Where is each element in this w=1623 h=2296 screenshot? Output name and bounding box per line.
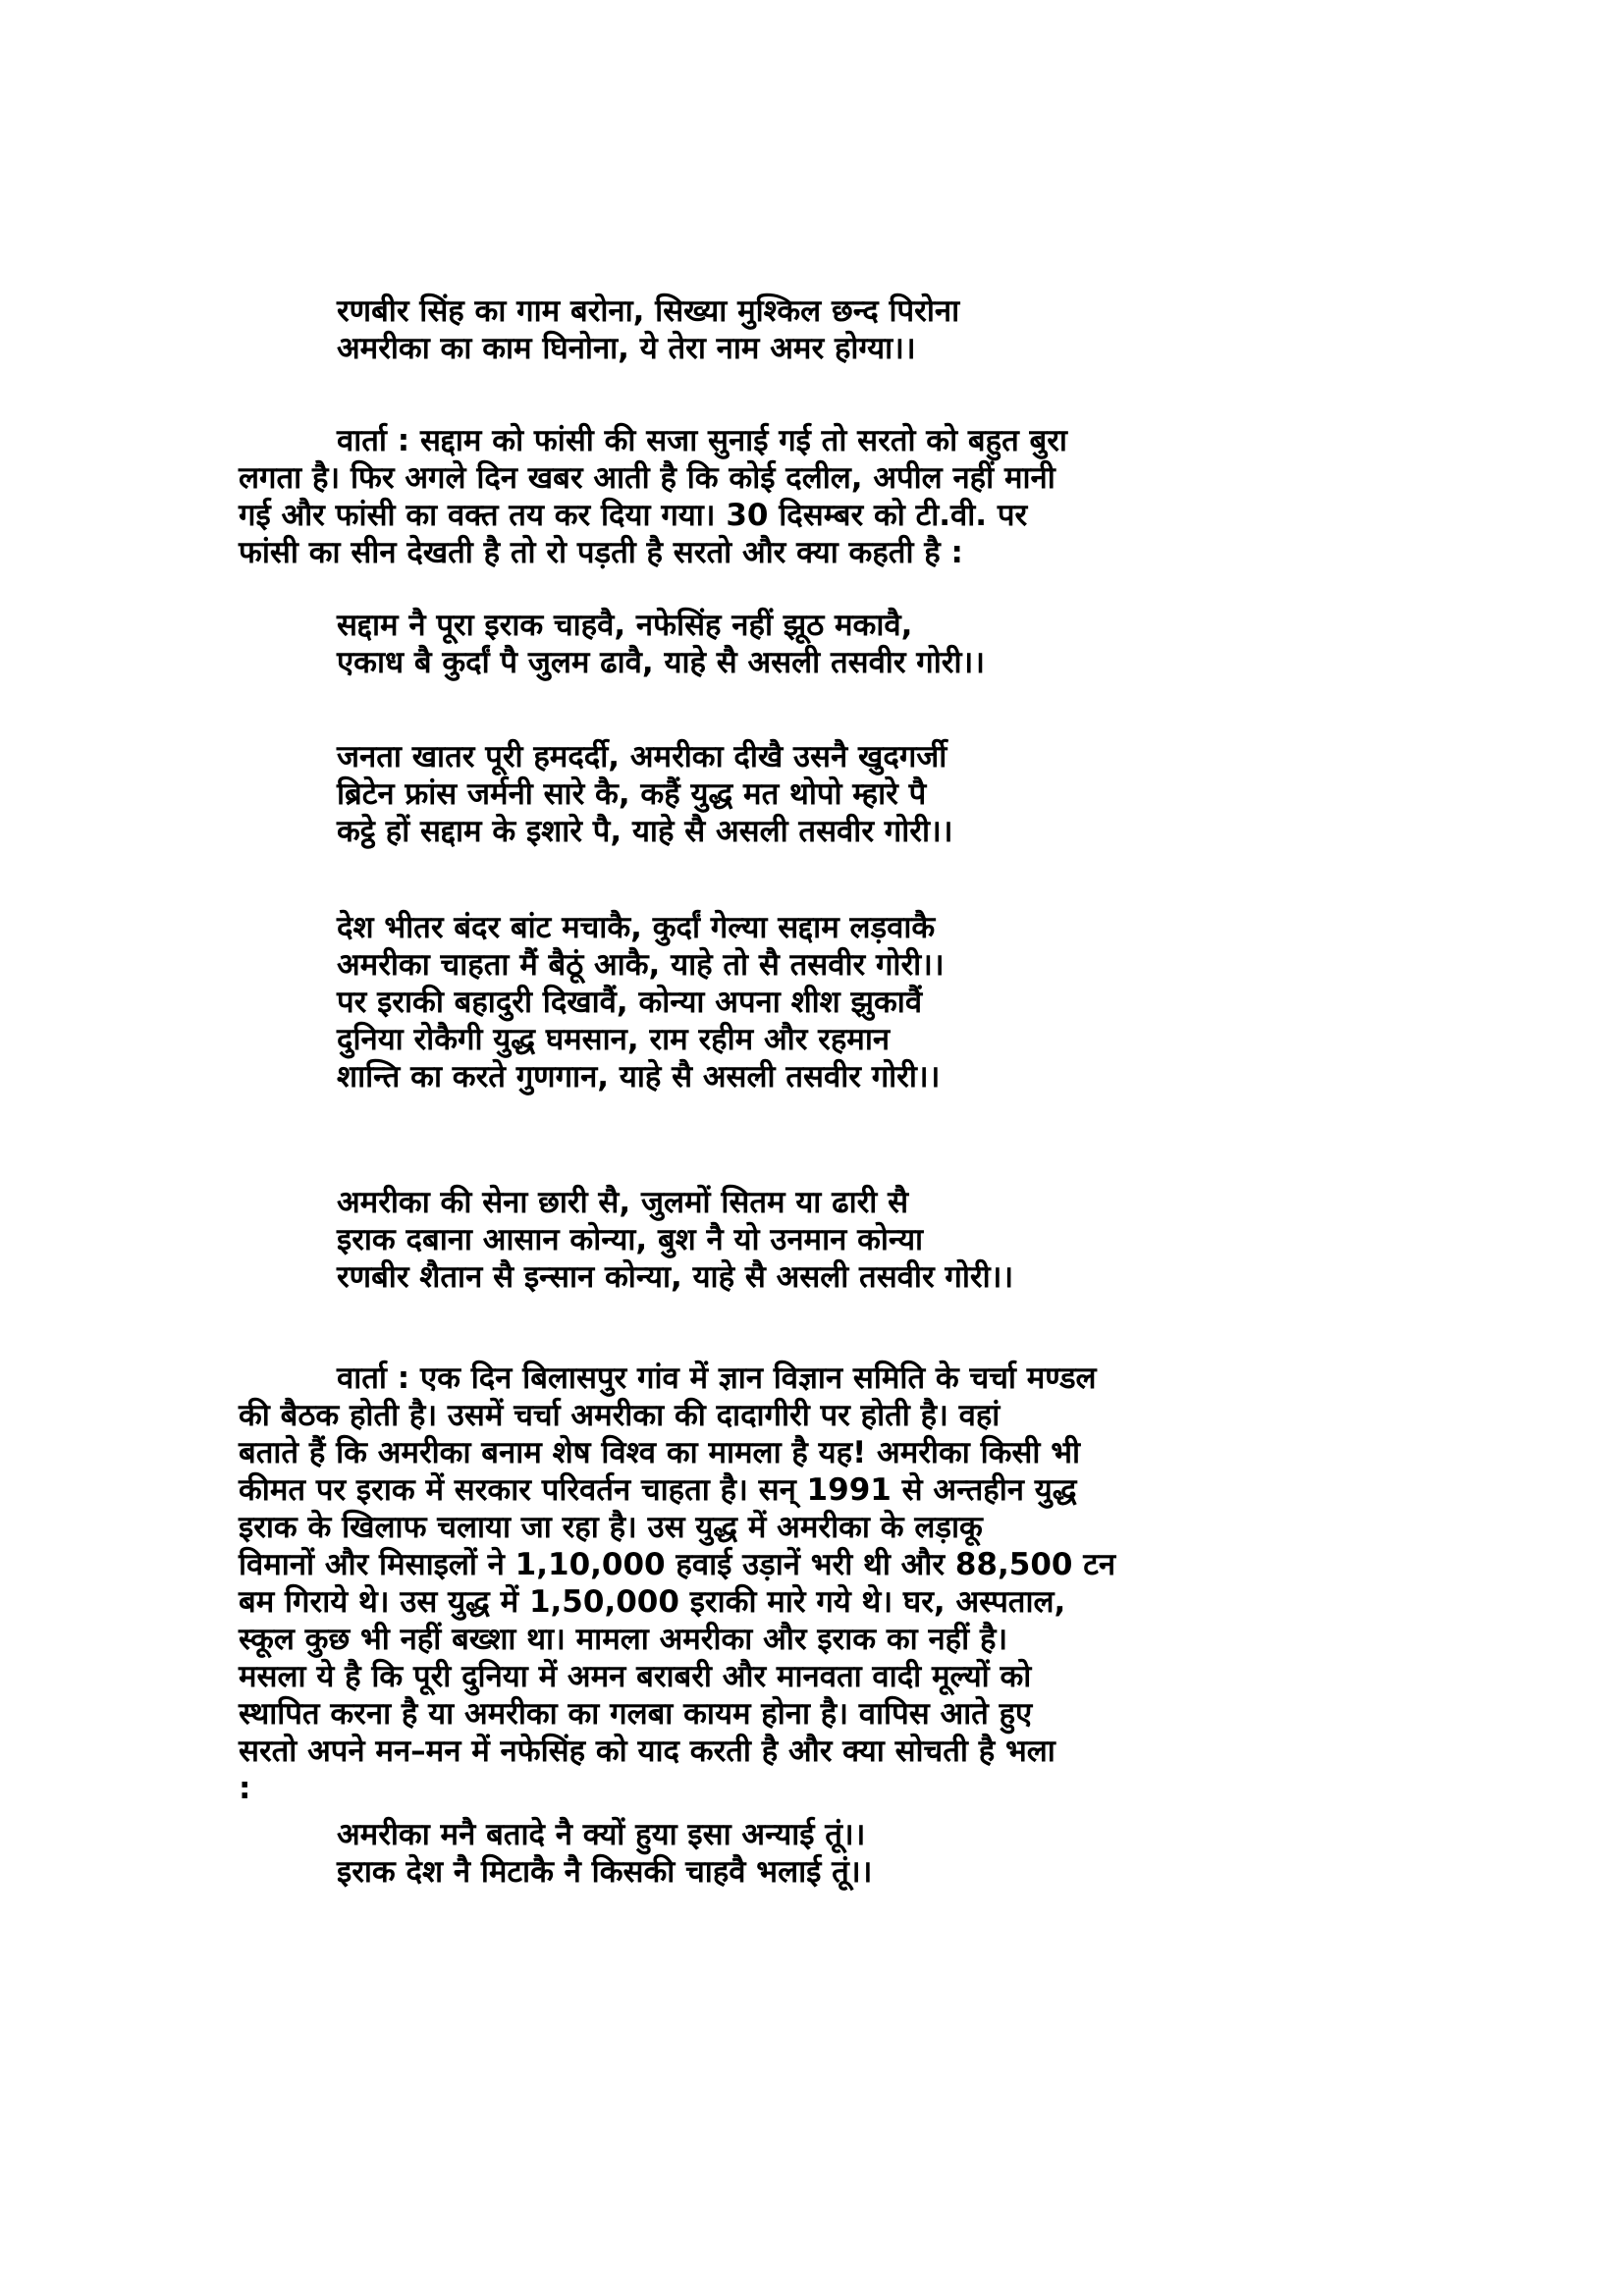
verse-line: अमरीका मनै बतादे नै क्यों हुया इसा अन्याई तूं।। xyxy=(337,1817,866,1852)
paragraph-line: मसला ये है कि पूरी दुनिया में अमन बराबरी और मानवता वादी मूल्यों को xyxy=(239,1659,1032,1694)
verse-line: रणबीर शैतान सै इन्सान कोन्या, याहे सै असली तसवीर गोरी।। xyxy=(337,1259,1014,1295)
paragraph-line: इराक के खिलाफ चलाया जा रहा है। उस युद्ध में अमरीका के लड़ाकू xyxy=(239,1510,983,1545)
varta-paragraph-1 xyxy=(239,422,1397,571)
stanza-4 xyxy=(239,909,1397,1095)
paragraph-line: फांसी का सीन देखती है तो रो पड़ती है सरतो और क्या कहती है : xyxy=(239,535,963,570)
paragraph-line: कीमत पर इराक में सरकार परिवर्तन चाहता है। सन् 1991 से अन्तहीन युद्ध xyxy=(239,1472,1077,1508)
paragraph-line: लगता है। फिर अगले दिन खबर आती है कि कोई दलील, अपील नहीं मानी xyxy=(239,460,1055,496)
paragraph-line: बम गिराये थे। उस युद्ध में 1,50,000 इराकी मारे गये थे। घर, अस्पताल, xyxy=(239,1584,1066,1620)
paragraph-line: : xyxy=(239,1771,251,1806)
varta-paragraph-2 xyxy=(239,1360,1397,1807)
paragraph-line: की बैठक होती है। उसमें चर्चा अमरीका की दादागीरी पर होती है। वहां xyxy=(239,1398,1001,1433)
paragraph-line: स्थापित करना है या अमरीका का गलबा कायम होना है। वापिस आते हुए xyxy=(239,1696,1033,1732)
verse-line: अमरीका की सेना छारी सै, जुलमों सितम या ढारी सै xyxy=(337,1185,909,1220)
paragraph-line: गई और फांसी का वक्त तय कर दिया गया। 30 दिसम्बर को टी.वी. पर xyxy=(239,498,1028,533)
stanza-1 xyxy=(239,293,1397,367)
verse-line: अमरीका का काम घिनोना, ये तेरा नाम अमर होग्या।। xyxy=(337,331,916,366)
paragraph-line: विमानों और मिसाइलों ने 1,10,000 हवाई उड़ानें भरी थी और 88,500 टन xyxy=(239,1547,1116,1582)
stanza-5 xyxy=(239,1184,1397,1296)
verse-line: रणबीर सिंह का गाम बरोना, सिख्या मुश्किल छन्द पिरोना xyxy=(337,294,960,329)
verse-line: ब्रिटेन फ्रांस जर्मनी सारे कै, कहैं युद्ध मत थोपो म्हारे पै xyxy=(337,776,927,812)
paragraph-line: वार्ता : एक दिन बिलासपुर गांव में ज्ञान विज्ञान समिति के चर्चा मण्डल xyxy=(337,1361,1097,1396)
stanza-3 xyxy=(239,738,1397,850)
verse-line: पर इराकी बहादुरी दिखावैं, कोन्या अपना शीश झुकावैं xyxy=(337,985,923,1020)
verse-line: दुनिया रोकैगी युद्ध घमसान, राम रहीम और रहमान xyxy=(337,1022,891,1057)
stanza-6 xyxy=(239,1816,1397,1891)
verse-line: जनता खातर पूरी हमदर्दी, अमरीका दीखै उसनै खुदगर्जी xyxy=(337,739,947,774)
paragraph-line: स्कूल कुछ भी नहीं बख्शा था। मामला अमरीका और इराक का नहीं है। xyxy=(239,1622,1008,1657)
paragraph-line: सरतो अपने मन–मन में नफेसिंह को याद करती है और क्या सोचती है भला xyxy=(239,1734,1055,1769)
verse-line: शान्ति का करते गुणगान, याहे सै असली तसवीर गोरी।। xyxy=(337,1059,941,1095)
verse-line: एकाध बै कुर्दां पै जुलम ढावै, याहे सै असली तसवीर गोरी।। xyxy=(337,645,985,680)
verse-line: इराक देश नै मिटाकै नै किसकी चाहवै भलाई तूं।। xyxy=(337,1854,873,1890)
paragraph-line: बताते हैं कि अमरीका बनाम शेष विश्व का मामला है यह! अमरीका किसी भी xyxy=(239,1435,1081,1470)
stanza-2 xyxy=(239,607,1397,681)
verse-line: सद्दाम नै पूरा इराक चाहवै, नफेसिंह नहीं झूठ मकावै, xyxy=(337,608,913,643)
verse-line: इराक दबाना आसान कोन्या, बुश नै यो उनमान कोन्या xyxy=(337,1222,924,1257)
paragraph-line: वार्ता : सद्दाम को फांसी की सजा सुनाई गई तो सरतो को बहुत बुरा xyxy=(337,423,1067,458)
verse-line: अमरीका चाहता मैं बैठूं आकै, याहे तो सै तसवीर गोरी।। xyxy=(337,947,945,983)
verse-line: देश भीतर बंदर बांट मचाकै, कुर्दां गेल्या सद्दाम लड़वाकै xyxy=(337,910,936,945)
verse-line: कट्ठे हों सद्दाम के इशारे पै, याहे सै असली तसवीर गोरी।। xyxy=(337,814,953,849)
